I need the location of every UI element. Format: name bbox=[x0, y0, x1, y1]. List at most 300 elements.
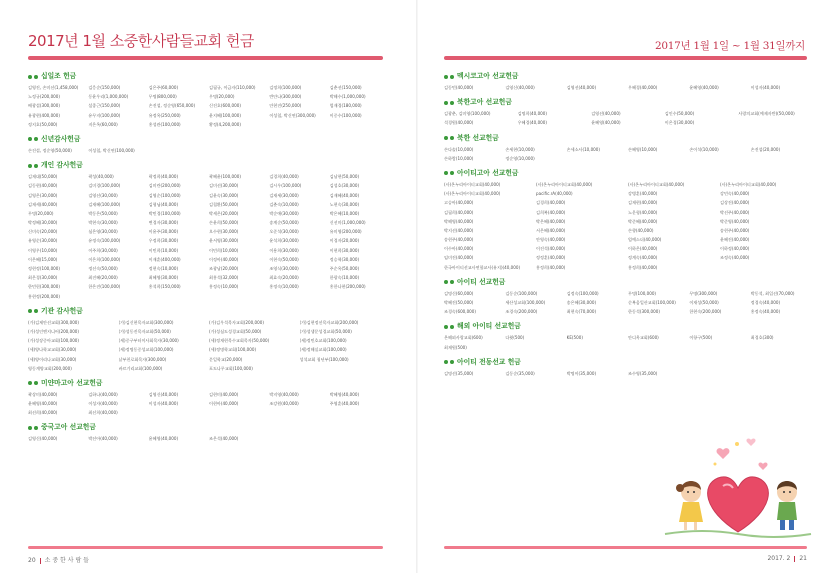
donor-entry: 이항구(500) bbox=[689, 335, 713, 341]
right-page bbox=[418, 0, 835, 573]
donor-entry: 김미선(30,000) bbox=[208, 183, 239, 189]
donor-entry: 박은혜(10,000) bbox=[329, 210, 360, 216]
donor-grid bbox=[444, 289, 810, 317]
donor-entry: 윤혜진(40,000) bbox=[720, 237, 750, 243]
donor-entry: 홍정숙(40,000) bbox=[750, 309, 781, 315]
donor-entry: 이현아(40,000) bbox=[208, 401, 239, 407]
donor-entry: 박선주(40,000) bbox=[720, 209, 750, 215]
offering-section bbox=[444, 278, 810, 317]
donor-entry: 김명신(60,000) bbox=[444, 290, 474, 296]
donor-entry: 홍정희(40,000) bbox=[536, 264, 566, 270]
donor-entry: 이수아(40,000) bbox=[444, 246, 474, 252]
donor-entry: 이윤주(30,000) bbox=[148, 229, 179, 235]
donor-entry: 홍한나현(200,000) bbox=[329, 284, 366, 290]
donor-entry: 송현주(40,000) bbox=[720, 227, 750, 233]
offering-section bbox=[444, 98, 810, 127]
donor-entry: 김동현(40,000) bbox=[28, 183, 58, 189]
donor-entry: 김미경(100,000) bbox=[88, 183, 121, 189]
donor-entry: 김명선(35,000) bbox=[444, 370, 474, 376]
bullet-icon bbox=[34, 381, 38, 385]
donor-entry: 이민희(10,000) bbox=[148, 247, 179, 253]
donor-entry: 김필규, 이금자(110,000) bbox=[208, 85, 256, 90]
donor-entry: 유무지(100,000) bbox=[88, 112, 121, 118]
bullet-icon bbox=[28, 309, 32, 313]
section-heading bbox=[444, 278, 810, 287]
offering-section bbox=[444, 134, 810, 163]
donor-entry: 박준혜(40,000) bbox=[628, 218, 658, 224]
donor-entry: (가)성장중아교회(100,000) bbox=[28, 338, 79, 344]
donor-entry: 최선희(40,000) bbox=[28, 410, 58, 416]
donor-entry: 김영은(30,000) bbox=[28, 192, 58, 198]
donor-entry: 동윤우리(1,000,000) bbox=[88, 94, 129, 100]
donor-entry: 이진석(40,000) bbox=[536, 246, 566, 252]
left-sections bbox=[28, 72, 388, 450]
donor-entry: 손세현(10,000) bbox=[505, 146, 535, 152]
bullet-icon bbox=[450, 101, 454, 105]
donor-entry: 김재현(40,000) bbox=[628, 200, 658, 206]
donor-entry: 박선아(40,000) bbox=[88, 436, 118, 442]
donor-entry: 김재혜(100,000) bbox=[88, 201, 121, 207]
donor-entry: 정승혁(30,000) bbox=[329, 256, 360, 262]
donor-entry: 안영숙(40,000) bbox=[536, 237, 566, 243]
donor-entry: 정현정(100,000) bbox=[28, 266, 60, 271]
donor-entry: 박해수(1,000,000) bbox=[329, 94, 366, 100]
donor-entry: 윤서영(30,000) bbox=[208, 238, 239, 244]
donor-entry: 주순옥(50,000) bbox=[329, 266, 360, 271]
donor-entry: 손진섭(20,000) bbox=[750, 146, 781, 152]
donor-entry: 이성자(40,000) bbox=[148, 401, 179, 407]
donor-entry: 김응순(150,000) bbox=[88, 85, 121, 90]
donor-entry: 정경숙(40,000) bbox=[750, 300, 781, 305]
donor-entry: 곽성(40,000) bbox=[88, 174, 114, 180]
donor-entry: 정지호(50,000) bbox=[28, 121, 58, 127]
donor-entry: (세)정민호교회(100,000) bbox=[299, 338, 347, 344]
bullet-icon bbox=[28, 137, 32, 141]
donor-entry: 조영식(30,000) bbox=[269, 266, 299, 271]
donor-entry: 이성자(40,000) bbox=[88, 401, 118, 407]
section-title: 기관 감사헌금 bbox=[41, 306, 83, 315]
donor-entry: 조광남(20,000) bbox=[208, 266, 239, 271]
donor-entry: KE(500) bbox=[566, 335, 583, 341]
bullet-icon bbox=[450, 280, 454, 284]
donor-entry: 반안나(300,000) bbox=[269, 94, 302, 100]
donor-entry: 순복음일산교회(100,000) bbox=[627, 300, 676, 305]
donor-entry: (가)성동진목자교회(50,000) bbox=[118, 328, 171, 334]
donor-entry: 김경희(40,000) bbox=[536, 200, 566, 206]
donor-entry: 우혜경(40,000) bbox=[517, 120, 547, 126]
donor-entry: 최효숙(20,000) bbox=[269, 275, 299, 281]
donor-entry: 박혜진(50,000) bbox=[444, 300, 474, 305]
donor-entry: 박순애(30,000) bbox=[269, 210, 299, 216]
donor-entry: 김윤숙(30,000) bbox=[208, 192, 239, 198]
donor-entry: 이하정(40,000) bbox=[720, 246, 750, 252]
donor-entry: 손향(40,000) bbox=[628, 227, 654, 233]
donor-entry: 이주희(30,000) bbox=[88, 247, 118, 253]
donor-entry: 김인수(50,000) bbox=[664, 111, 695, 117]
donor-entry: 노운형(40,000) bbox=[628, 209, 658, 215]
donor-entry: 손혜영(10,000) bbox=[627, 146, 658, 152]
donor-entry: (가)성생문성경교회(50,000) bbox=[299, 328, 352, 334]
donor-entry: 우명(20,000) bbox=[208, 94, 235, 100]
donor-entry: 김성호(30,000) bbox=[329, 183, 360, 189]
donor-entry: 김영순(100,000) bbox=[148, 192, 181, 198]
donor-entry: 고승아(40,000) bbox=[444, 200, 474, 206]
footer-divider bbox=[28, 546, 383, 549]
bullet-icon bbox=[28, 75, 32, 79]
donor-entry: (세)중구부터이사회목자(30,000) bbox=[118, 338, 179, 344]
offering-section bbox=[28, 72, 388, 129]
bullet-icon bbox=[444, 171, 448, 175]
donor-entry: 성석교회 청년부(100,000) bbox=[299, 356, 349, 362]
donor-entry: 송계순(50,000) bbox=[269, 220, 299, 226]
section-title: 아이티고아 선교헌금 bbox=[457, 168, 519, 177]
donor-entry: 박명이(35,000) bbox=[566, 370, 597, 376]
donor-entry: 문일학교(20,000) bbox=[209, 356, 243, 362]
big-heart bbox=[708, 477, 769, 532]
bullet-icon bbox=[444, 280, 448, 284]
donor-entry: 곽상미(40,000) bbox=[28, 391, 58, 397]
offering-section bbox=[28, 423, 388, 443]
donor-entry: 이용희(30,000) bbox=[269, 247, 299, 253]
donor-entry: 최진혜(20,000) bbox=[88, 275, 118, 281]
girl-figure bbox=[676, 481, 703, 530]
donor-entry: 정현숙(10,000) bbox=[148, 266, 179, 271]
bullet-icon bbox=[34, 164, 38, 168]
page-title: 2017년 1월 소중한사람들교회 헌금 bbox=[28, 32, 254, 50]
offering-section bbox=[444, 72, 810, 92]
bullet-icon bbox=[450, 136, 454, 140]
donor-entry: 박동석, 최입선(70,000) bbox=[750, 290, 795, 296]
donor-entry: 오준석(30,000) bbox=[269, 229, 299, 235]
donor-entry: 강병훈(40,000) bbox=[628, 191, 658, 197]
donor-entry: 윤혜영(40,000) bbox=[148, 436, 179, 442]
donor-entry: 김동순(100,000) bbox=[505, 290, 538, 296]
donor-entry: 최경호(300) bbox=[750, 335, 774, 341]
donor-entry: 신진호(600,000) bbox=[208, 103, 241, 109]
donor-entry: 지은옥(60,000) bbox=[88, 121, 118, 127]
donor-entry: 김필희(40,000) bbox=[444, 209, 474, 215]
donor-entry: 이은희(100,000) bbox=[88, 256, 121, 262]
donor-entry: 박혜영(40,000) bbox=[329, 391, 360, 397]
donor-entry: 바르기리교회(100,000) bbox=[118, 365, 163, 371]
donor-entry: 한국아이티선교사연합교사(유지)(40,000) bbox=[444, 264, 521, 270]
donor-entry: 주영훈(40,000) bbox=[329, 401, 360, 407]
donor-entry: 안현진(250,000) bbox=[269, 103, 302, 109]
donor-entry: 한동석(300,000) bbox=[627, 309, 660, 315]
donor-entry: (가)김신현목자교회(300,000) bbox=[118, 319, 174, 325]
donor-entry: 무명(800,000) bbox=[148, 94, 177, 100]
donor-entry: 김경희(40,000) bbox=[269, 174, 299, 180]
donor-entry: 유정옥(250,000) bbox=[148, 112, 181, 118]
donor-grid bbox=[444, 109, 810, 127]
donor-entry: 우정희(30,000) bbox=[148, 238, 179, 244]
donor-entry: 김영신(40,000) bbox=[28, 436, 58, 442]
donor-entry: 윤혜영(40,000) bbox=[28, 401, 58, 407]
donor-entry: 김춘선(150,000) bbox=[329, 85, 362, 90]
donor-entry: 한현숙(200,000) bbox=[689, 309, 722, 315]
donor-entry: (가)성심도성경교회(50,000) bbox=[209, 328, 262, 334]
donor-entry: 한민헌(300,000) bbox=[28, 284, 60, 290]
bullet-icon bbox=[34, 426, 38, 430]
donor-entry: 송현주(40,000) bbox=[444, 237, 474, 243]
offering-section bbox=[28, 307, 388, 373]
issue-date: 2017. 2 bbox=[767, 555, 791, 562]
bullet-icon bbox=[28, 426, 32, 430]
donor-entry: 유정숙(100,000) bbox=[88, 238, 121, 244]
donor-entry: 노정규(200,000) bbox=[28, 94, 60, 100]
section-heading bbox=[28, 135, 388, 144]
donor-entry: 노현숙(30,000) bbox=[329, 201, 360, 207]
donor-entry: 박지영(40,000) bbox=[269, 391, 299, 397]
donor-entry: (가)김현정선목자교회(200,000) bbox=[299, 319, 359, 325]
donor-entry: 이성철, 박신연(300,000) bbox=[269, 112, 316, 118]
donor-entry: 김형님(40,000) bbox=[148, 201, 179, 207]
donor-entry: (세)정명학교회(100,000) bbox=[209, 347, 257, 353]
donor-entry: 이민희(10,000) bbox=[208, 247, 239, 253]
donor-entry: 조은석(40,000) bbox=[208, 436, 239, 442]
donor-entry: 이경자(20,000) bbox=[329, 238, 360, 244]
donor-entry: 박동은(50,000) bbox=[88, 210, 118, 216]
donor-entry: 임미진(40,000) bbox=[444, 255, 474, 261]
bullet-icon bbox=[444, 101, 448, 105]
donor-entry: 곽정희(40,000) bbox=[148, 174, 179, 180]
section-title: 중국고아 선교헌금 bbox=[41, 423, 96, 432]
bullet-icon bbox=[34, 309, 38, 313]
donor-entry: 박지선(40,000) bbox=[444, 227, 474, 233]
donor-entry: 박민경(100,000) bbox=[148, 210, 181, 216]
donor-entry: 무명(300,000) bbox=[689, 290, 718, 296]
donor-entry: (세)정명동중성교회(100,000) bbox=[118, 347, 174, 353]
offering-section bbox=[444, 322, 810, 351]
donor-entry: 김정희(100,000) bbox=[269, 85, 302, 90]
donor-entry: (가)김제안선교회(300,000) bbox=[28, 319, 79, 325]
bullet-icon bbox=[28, 381, 32, 385]
section-heading bbox=[28, 423, 388, 432]
section-title: 아이티 전동선교 헌금 bbox=[457, 357, 521, 366]
donor-entry: 김영신(40,000) bbox=[148, 391, 179, 397]
donor-entry: 손진섭, 정순영(650,000) bbox=[148, 103, 196, 109]
donor-entry: 포도나무교회(100,000) bbox=[209, 365, 253, 371]
donor-entry: 윤지혜(100,000) bbox=[208, 112, 241, 118]
section-title: 십일조 헌금 bbox=[41, 72, 77, 80]
section-heading bbox=[444, 169, 810, 178]
section-title: 신년감사헌금 bbox=[41, 134, 81, 143]
right-sections bbox=[444, 72, 810, 384]
donor-entry: 신미숙(20,000) bbox=[28, 229, 58, 235]
donor-entry: 영동계양교회(200,000) bbox=[28, 365, 72, 371]
donor-grid bbox=[28, 434, 388, 443]
donor-entry: 사랑의교회(예제자반)(50,000) bbox=[738, 111, 795, 117]
donor-entry: 손이석(10,000) bbox=[689, 146, 719, 152]
donor-entry: 손윤희(50,000) bbox=[208, 220, 239, 226]
donor-entry: 온해외사랑교회(600) bbox=[444, 335, 483, 341]
donor-entry: 이현희(30,000) bbox=[329, 247, 360, 253]
donor-entry: 손다솔(10,000) bbox=[444, 146, 474, 152]
footer-divider-right bbox=[444, 546, 807, 549]
donor-entry: 날부천로회목자(300,000) bbox=[118, 356, 167, 362]
section-heading bbox=[28, 161, 388, 170]
donor-entry: 유영순(30,000) bbox=[28, 238, 58, 244]
donor-grid bbox=[28, 83, 388, 129]
date-range: 2017년 1월 1일 ~ 1월 31일까지 bbox=[654, 40, 805, 52]
donor-entry: 우혜경(40,000) bbox=[627, 85, 658, 90]
donor-entry: 김상진(40,000) bbox=[720, 200, 750, 206]
bullet-icon bbox=[34, 137, 38, 141]
donor-entry: (가)성인엔지니어(200,000) bbox=[28, 328, 79, 334]
donor-entry: 이영우(10,000) bbox=[28, 247, 58, 253]
donor-entry: 오수현(30,000) bbox=[208, 229, 239, 235]
donor-entry: 윤혜영(40,000) bbox=[591, 120, 621, 126]
donor-entry: 박준영(40,000) bbox=[720, 218, 750, 224]
donor-entry: 최선희(40,000) bbox=[88, 410, 118, 416]
section-title: 아이티 선교헌금 bbox=[457, 277, 506, 286]
donor-entry: 무명(20,000) bbox=[28, 210, 54, 216]
donor-entry: 무명(100,000) bbox=[627, 290, 657, 296]
donor-entry: 손진섭, 정순영(50,000) bbox=[28, 147, 72, 153]
donor-entry: 박해영(40,000) bbox=[444, 218, 474, 224]
donor-grid bbox=[28, 318, 388, 373]
bullet-icon bbox=[444, 325, 448, 329]
donor-entry: 설종근(150,000) bbox=[88, 103, 121, 109]
donor-entry: 김철환(50,000) bbox=[208, 201, 239, 207]
donor-grid bbox=[28, 390, 388, 418]
donor-entry: 김영신(40,000) bbox=[505, 85, 535, 90]
donor-entry: 김재대(50,000) bbox=[28, 174, 58, 180]
donor-entry: 조정숙(40,000) bbox=[720, 255, 750, 261]
donor-entry: 한광숙(10,000) bbox=[329, 275, 360, 281]
donor-entry: 홍현정(200,000) bbox=[28, 293, 60, 299]
bullet-icon bbox=[34, 75, 38, 79]
donor-entry: 윤석희(30,000) bbox=[269, 238, 299, 244]
donor-entry: 최현숙(70,000) bbox=[566, 309, 597, 315]
donor-entry: 이성자(40,000) bbox=[750, 85, 781, 90]
donor-entry: 김재세(30,000) bbox=[269, 192, 299, 198]
donor-entry: 김영진, 손미선(1,458,000) bbox=[28, 85, 79, 90]
donor-entry: 홍정숙(10,000) bbox=[269, 284, 299, 290]
section-title: 미얀마고아 선교헌금 bbox=[41, 378, 103, 387]
donor-entry: 김영선(40,000) bbox=[591, 111, 621, 117]
donor-entry: 김명희(40,000) bbox=[517, 111, 547, 117]
donor-entry: 김정숙(100,000) bbox=[566, 290, 599, 296]
donor-entry: 정선숙(50,000) bbox=[88, 266, 118, 271]
donor-entry: 김시우(100,000) bbox=[269, 183, 302, 189]
donor-entry: 유광현(400,000) bbox=[28, 112, 60, 118]
folio-separator bbox=[794, 556, 795, 562]
donor-entry: (세)정재현목수교회목자(50,000) bbox=[209, 338, 270, 344]
donor-entry: 홍석희(150,000) bbox=[148, 284, 181, 290]
donor-entry: 이은경(30,000) bbox=[664, 120, 695, 126]
section-title: 북한고아 선교헌금 bbox=[457, 98, 512, 107]
donor-entry: 강민숙(40,000) bbox=[720, 191, 750, 197]
folio-separator bbox=[40, 558, 41, 564]
donor-entry: 홍성관(100,000) bbox=[148, 121, 181, 127]
donor-entry: 김현미(40,000) bbox=[208, 391, 239, 397]
donor-entry: 엄재경(180,000) bbox=[329, 103, 362, 109]
donor-entry: 정순영(10,000) bbox=[505, 155, 535, 161]
donor-entry: 배광섭(300,000) bbox=[28, 103, 60, 109]
bullet-icon bbox=[28, 164, 32, 168]
donor-entry: 곽혜윤(100,000) bbox=[208, 174, 241, 180]
decorative-hearts bbox=[714, 439, 768, 470]
donor-entry: (세)정해실교회(100,000) bbox=[299, 347, 347, 353]
offering-section bbox=[28, 161, 388, 301]
donor-entry: 이은혜(15,000) bbox=[28, 256, 58, 262]
donor-entry: 조수영(35,000) bbox=[627, 370, 658, 376]
donor-entry: 다윗(500) bbox=[505, 335, 525, 341]
donor-grid bbox=[28, 172, 388, 301]
section-title: 개인 감사헌금 bbox=[41, 161, 83, 170]
donor-entry: 손하람(10,000) bbox=[444, 155, 474, 161]
donor-entry: 조경숙(600,000) bbox=[444, 309, 476, 315]
offering-section bbox=[444, 358, 810, 378]
offering-section bbox=[444, 169, 810, 272]
donor-grid bbox=[444, 369, 810, 378]
donor-entry: 박은혜(40,000) bbox=[536, 218, 566, 224]
donor-entry: 박세은(20,000) bbox=[208, 210, 239, 216]
donor-entry: 김하나(40,000) bbox=[88, 391, 118, 397]
donor-entry: 이정아(40,000) bbox=[208, 256, 239, 262]
donor-entry: 석경원(40,000) bbox=[444, 120, 474, 126]
section-heading bbox=[444, 358, 810, 367]
donor-entry: 이재성(50,000) bbox=[689, 300, 719, 305]
publication-name: 소 중 한 사 람 들 bbox=[44, 557, 89, 564]
donor-entry: (사)온누리아이티교회(40,000) bbox=[444, 181, 501, 187]
section-title: 해외 아이티 선교헌금 bbox=[457, 322, 521, 331]
bullet-icon bbox=[450, 75, 454, 79]
title-divider-right bbox=[444, 56, 807, 60]
donor-entry: 황정(4,200,000) bbox=[208, 121, 241, 127]
section-heading bbox=[444, 98, 810, 107]
section-title: 멕시코고아 선교헌금 bbox=[457, 72, 519, 80]
offering-section bbox=[28, 379, 388, 418]
donor-entry: 박현숙(30,000) bbox=[88, 220, 118, 226]
left-folio bbox=[28, 555, 89, 564]
section-heading bbox=[444, 134, 810, 143]
donor-entry: pacific.rA(40,000) bbox=[536, 191, 573, 197]
donor-entry: (사)온누리아이티교회(40,000) bbox=[444, 191, 501, 197]
right-page-number: 21 bbox=[799, 555, 807, 562]
donor-entry: 김춘숙(10,000) bbox=[269, 201, 299, 207]
bullet-icon bbox=[450, 325, 454, 329]
donor-entry: 윤혜영(40,000) bbox=[689, 85, 719, 90]
section-title: 북한 선교헌금 bbox=[457, 133, 499, 142]
donor-entry: 이하은(40,000) bbox=[628, 246, 658, 252]
donor-entry: 손세소사(10,000) bbox=[566, 146, 600, 152]
donor-entry: 김동민(40,000) bbox=[444, 85, 474, 90]
donor-entry: 김재세(40,000) bbox=[28, 201, 58, 207]
donor-entry: (가)김우석목자교회(200,000) bbox=[209, 319, 264, 325]
donor-entry: 김은주(60,000) bbox=[148, 85, 179, 90]
donor-entry: (세)양나학교교회(30,000) bbox=[28, 347, 77, 353]
title-divider bbox=[28, 56, 383, 60]
donor-entry: 최홍석(32,000) bbox=[208, 275, 239, 281]
donor-entry: 이성철, 박신연(100,000) bbox=[88, 147, 135, 153]
donor-entry: 최혜영(30,000) bbox=[148, 275, 179, 281]
donor-entry: 최재원(500) bbox=[444, 344, 467, 350]
bullet-icon bbox=[444, 136, 448, 140]
donor-entry: 이재훈(400,000) bbox=[148, 256, 181, 262]
donor-entry: 정정훈(40,000) bbox=[536, 255, 566, 261]
section-heading bbox=[28, 379, 388, 388]
donor-entry: 정계숙(40,000) bbox=[628, 255, 658, 261]
donor-entry: 조경숙(200,000) bbox=[505, 309, 538, 315]
donor-entry: (사)온누리아이티교회(40,000) bbox=[628, 181, 685, 187]
donor-entry: 유미영(200,000) bbox=[329, 229, 362, 235]
donor-entry: 변경자(30,000) bbox=[148, 220, 179, 226]
donor-entry: 송은혜(30,000) bbox=[566, 300, 597, 305]
donor-grid bbox=[444, 333, 810, 351]
donor-grid bbox=[444, 83, 810, 92]
